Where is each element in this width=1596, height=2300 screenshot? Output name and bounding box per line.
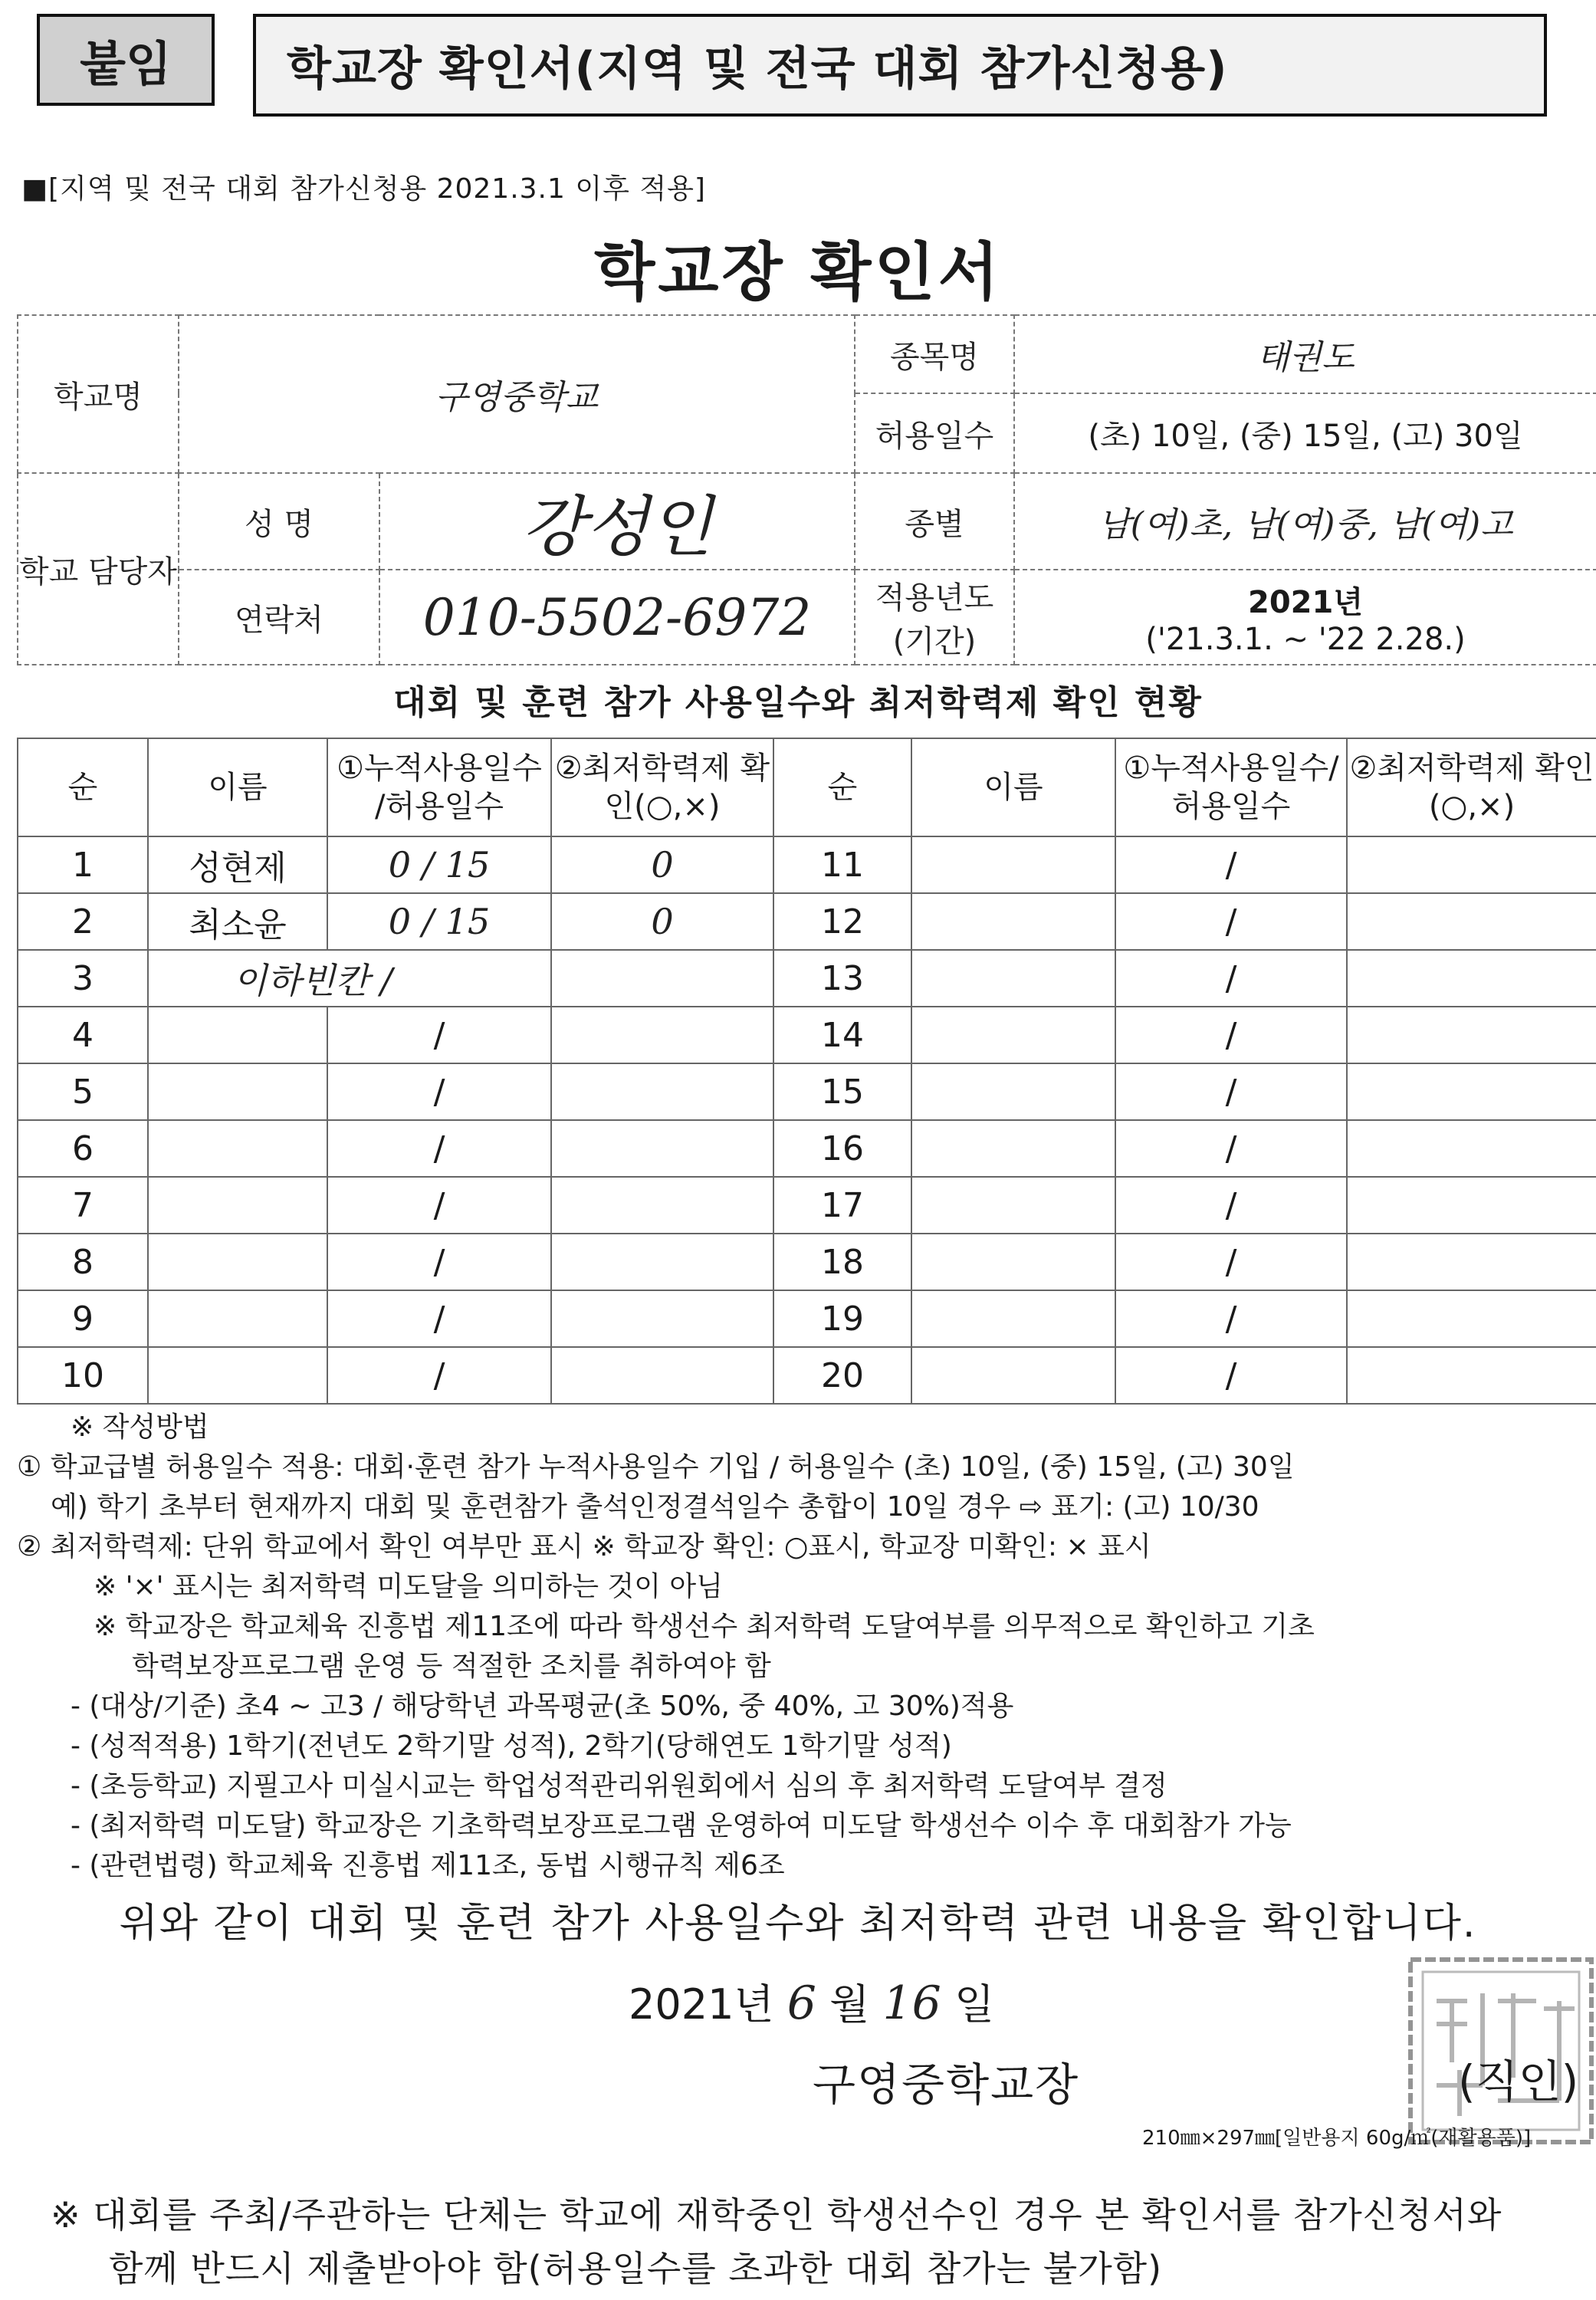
row-no: 17 xyxy=(773,1177,911,1234)
row-no: 18 xyxy=(773,1234,911,1290)
table-row xyxy=(18,1120,1596,1177)
paper-spec: 210㎜×297㎜[일반용지 60g/㎡(재활용품)] xyxy=(1142,2127,1532,2150)
writing-instructions xyxy=(17,1408,1596,1886)
row-name xyxy=(911,1063,1115,1120)
table-row xyxy=(18,1007,1596,1063)
row-check xyxy=(1347,1347,1596,1404)
col-header-no: 순 xyxy=(18,738,148,836)
confirmation-statement: 위와 같이 대회 및 훈련 참가 사용일수와 최저학력 관련 내용을 확인합니다. xyxy=(119,1901,1477,1947)
attachment-tag: 붙임 xyxy=(37,14,215,106)
row-name xyxy=(148,1120,327,1177)
row-days: / xyxy=(327,1120,551,1177)
col-header-check-right: ②최저학력제 확인(○,×) xyxy=(1347,738,1596,836)
col-header-days: ①누적사용일수 /허용일수 xyxy=(327,738,551,836)
method-line: - (관련법령) 학교체육 진흥법 제11조, 동법 시행규칙 제6조 xyxy=(71,1850,785,1881)
row-no: 6 xyxy=(18,1120,148,1177)
row-name xyxy=(911,1234,1115,1290)
col-header-days-right: ①누적사용일수/ 허용일수 xyxy=(1115,738,1347,836)
method-line: 예) 학기 초부터 현재까지 대회 및 훈련참가 출석인정결석일수 총합이 10일 경우 ⇨ 표기: (고) 10/30 xyxy=(51,1491,1259,1523)
row-check xyxy=(1347,836,1596,893)
row-no: 9 xyxy=(18,1290,148,1347)
row-check xyxy=(1347,1007,1596,1063)
row-name xyxy=(148,1290,327,1347)
row-no: 15 xyxy=(773,1063,911,1120)
row-days: / xyxy=(1115,1347,1347,1404)
table-row xyxy=(18,950,1596,1007)
method-line: ※ 학교장은 학교체육 진흥법 제11조에 따라 학생선수 최저학력 도달여부를 의무적으로 확인하고 기초 xyxy=(94,1611,1315,1642)
table-row xyxy=(18,1290,1596,1347)
row-no: 5 xyxy=(18,1063,148,1120)
row-days: / xyxy=(327,1234,551,1290)
row-check xyxy=(1347,1290,1596,1347)
row-check xyxy=(1347,1063,1596,1120)
row-name: 성현제 xyxy=(148,836,327,893)
table-row xyxy=(18,893,1596,950)
row-no: 10 xyxy=(18,1347,148,1404)
row-name xyxy=(911,836,1115,893)
date-month-unit: 월 xyxy=(829,1980,870,2029)
row-days: / xyxy=(327,1063,551,1120)
row-name xyxy=(911,1177,1115,1234)
method-line: - (성적적용) 1학기(전년도 2학기말 성적), 2학기(당해연도 1학기말 성적) xyxy=(71,1730,952,1762)
gender-value: 남(여)초, 남(여)중, 남(여)고 xyxy=(1014,473,1596,570)
manager-name-signature: 강성인 xyxy=(379,473,855,570)
event-value: 태권도 xyxy=(1014,315,1596,393)
method-line: - (대상/기준) 초4 ~ 고3 / 해당학년 과목평균(초 50%, 중 40%, 고 30%)적용 xyxy=(71,1691,1014,1722)
method-line: ② 최저학력제: 단위 학교에서 확인 여부만 표시 ※ 학교장 확인: ○표시, 학교장 미확인: × 표시 xyxy=(17,1531,1151,1562)
date-day-unit: 일 xyxy=(954,1980,995,2029)
row-no: 4 xyxy=(18,1007,148,1063)
allowed-days-label: 허용일수 xyxy=(855,393,1014,473)
row-no: 7 xyxy=(18,1177,148,1234)
date-month: 6 xyxy=(787,1976,816,2030)
date-day: 16 xyxy=(882,1976,941,2030)
row-no: 16 xyxy=(773,1120,911,1177)
row-days: / xyxy=(1115,1007,1347,1063)
row-days: 0 / 15 xyxy=(327,893,551,950)
row-check xyxy=(1347,1234,1596,1290)
row-blank-below-note: 이하빈칸 / xyxy=(148,950,551,1007)
school-manager-label: 학교 담당자 xyxy=(18,473,179,665)
signing-date xyxy=(629,1972,994,2031)
row-days: / xyxy=(1115,1063,1347,1120)
gender-label: 종별 xyxy=(855,473,1014,570)
row-no: 2 xyxy=(18,893,148,950)
row-days: / xyxy=(327,1007,551,1063)
footnote-line: ※ 대회를 주최/주관하는 단체는 학교에 재학중인 학생선수인 경우 본 확인서를 참가신청서와 xyxy=(51,2194,1502,2236)
col-header-name: 이름 xyxy=(148,738,327,836)
row-no: 3 xyxy=(18,950,148,1007)
row-no: 20 xyxy=(773,1347,911,1404)
row-check xyxy=(1347,893,1596,950)
school-name-value: 구영중학교 xyxy=(179,315,855,473)
row-days: / xyxy=(1115,1120,1347,1177)
row-check xyxy=(551,1063,773,1120)
row-name xyxy=(911,1007,1115,1063)
row-name xyxy=(148,1177,327,1234)
row-check xyxy=(1347,1120,1596,1177)
allowed-days-value: (초) 10일, (중) 15일, (고) 30일 xyxy=(1014,393,1596,473)
seal-label: (직인) xyxy=(1458,2055,1579,2108)
applicability-note: ■[지역 및 전국 대회 참가신청용 2021.3.1 이후 적용] xyxy=(21,173,706,205)
row-days: / xyxy=(1115,836,1347,893)
row-name xyxy=(911,950,1115,1007)
principal-title: 구영중학교장 xyxy=(813,2058,1080,2111)
method-line: 학력보장프로그램 운영 등 적절한 조치를 취하여야 함 xyxy=(132,1651,771,1682)
row-name xyxy=(148,1347,327,1404)
method-line: - (초등학교) 지필고사 미실시교는 학업성적관리위원회에서 심의 후 최저학력 도달여부 결정 xyxy=(71,1770,1167,1802)
col-header-name-right: 이름 xyxy=(911,738,1115,836)
row-check xyxy=(551,1120,773,1177)
row-no: 11 xyxy=(773,836,911,893)
col-header-no-right: 순 xyxy=(773,738,911,836)
row-check xyxy=(1347,950,1596,1007)
school-name-label: 학교명 xyxy=(18,315,179,473)
row-days: / xyxy=(1115,893,1347,950)
row-check xyxy=(551,950,773,1007)
row-check xyxy=(1347,1177,1596,1234)
row-no: 12 xyxy=(773,893,911,950)
row-name xyxy=(911,1120,1115,1177)
row-name xyxy=(911,893,1115,950)
row-name xyxy=(148,1234,327,1290)
row-no: 8 xyxy=(18,1234,148,1290)
row-no: 1 xyxy=(18,836,148,893)
apply-period-value: ('21.3.1. ~ '22 2.28.) xyxy=(1145,621,1466,657)
row-name xyxy=(148,1007,327,1063)
table-row xyxy=(18,1063,1596,1120)
manager-name-label: 성 명 xyxy=(179,473,379,570)
table-row xyxy=(18,1234,1596,1290)
table-row xyxy=(18,1177,1596,1234)
table-row xyxy=(18,836,1596,893)
row-days: 0 / 15 xyxy=(327,836,551,893)
table-row xyxy=(18,1347,1596,1404)
col-header-check: ②최저학력제 확인(○,×) xyxy=(551,738,773,836)
method-line: - (최저학력 미도달) 학교장은 기초학력보장프로그램 운영하여 미도달 학생선수 이수 후 대회참가 가능 xyxy=(71,1810,1292,1842)
row-days: / xyxy=(1115,1234,1347,1290)
contact-value: 010-5502-6972 xyxy=(379,570,855,665)
row-check xyxy=(551,1290,773,1347)
submission-footnote xyxy=(51,2188,1584,2295)
row-no: 13 xyxy=(773,950,911,1007)
row-no: 14 xyxy=(773,1007,911,1063)
row-check xyxy=(551,1234,773,1290)
row-check: 0 xyxy=(551,836,773,893)
row-days: / xyxy=(327,1290,551,1347)
row-check xyxy=(551,1007,773,1063)
apply-year-label: 적용년도 (기간) xyxy=(855,570,1014,665)
page-title: 학교장 확인서 xyxy=(594,236,1002,309)
method-line: ① 학교급별 허용일수 적용: 대회·훈련 참가 누적사용일수 기입 / 허용일수 (초) 10일, (중) 15일, (고) 30일 xyxy=(17,1451,1295,1483)
row-no: 19 xyxy=(773,1290,911,1347)
row-name xyxy=(911,1347,1115,1404)
apply-year-value: 2021년 xyxy=(1248,584,1363,620)
row-days: / xyxy=(327,1347,551,1404)
row-name: 최소윤 xyxy=(148,893,327,950)
row-check: 0 xyxy=(551,893,773,950)
row-name xyxy=(148,1063,327,1120)
footnote-line: 함께 반드시 제출받아야 함(허용일수를 초과한 대회 참가는 불가함) xyxy=(109,2248,1163,2289)
method-line: ※ '×' 표시는 최저학력 미도달을 의미하는 것이 아님 xyxy=(94,1571,723,1602)
row-days: / xyxy=(327,1177,551,1234)
row-days: / xyxy=(1115,1177,1347,1234)
contact-label: 연락처 xyxy=(179,570,379,665)
event-label: 종목명 xyxy=(855,315,1014,393)
date-year: 2021년 xyxy=(629,1980,774,2029)
info-table xyxy=(17,314,1596,665)
row-check xyxy=(551,1347,773,1404)
roster-table xyxy=(17,738,1596,1405)
document-title-box: 학교장 확인서(지역 및 전국 대회 참가신청용) xyxy=(253,14,1547,117)
row-days: / xyxy=(1115,1290,1347,1347)
method-title: ※ 작성방법 xyxy=(71,1411,209,1443)
roster-heading: 대회 및 훈련 참가 사용일수와 최저학력제 확인 현황 xyxy=(393,683,1203,722)
row-days: / xyxy=(1115,950,1347,1007)
apply-year-cell xyxy=(1014,570,1596,665)
row-check xyxy=(551,1177,773,1234)
row-name xyxy=(911,1290,1115,1347)
